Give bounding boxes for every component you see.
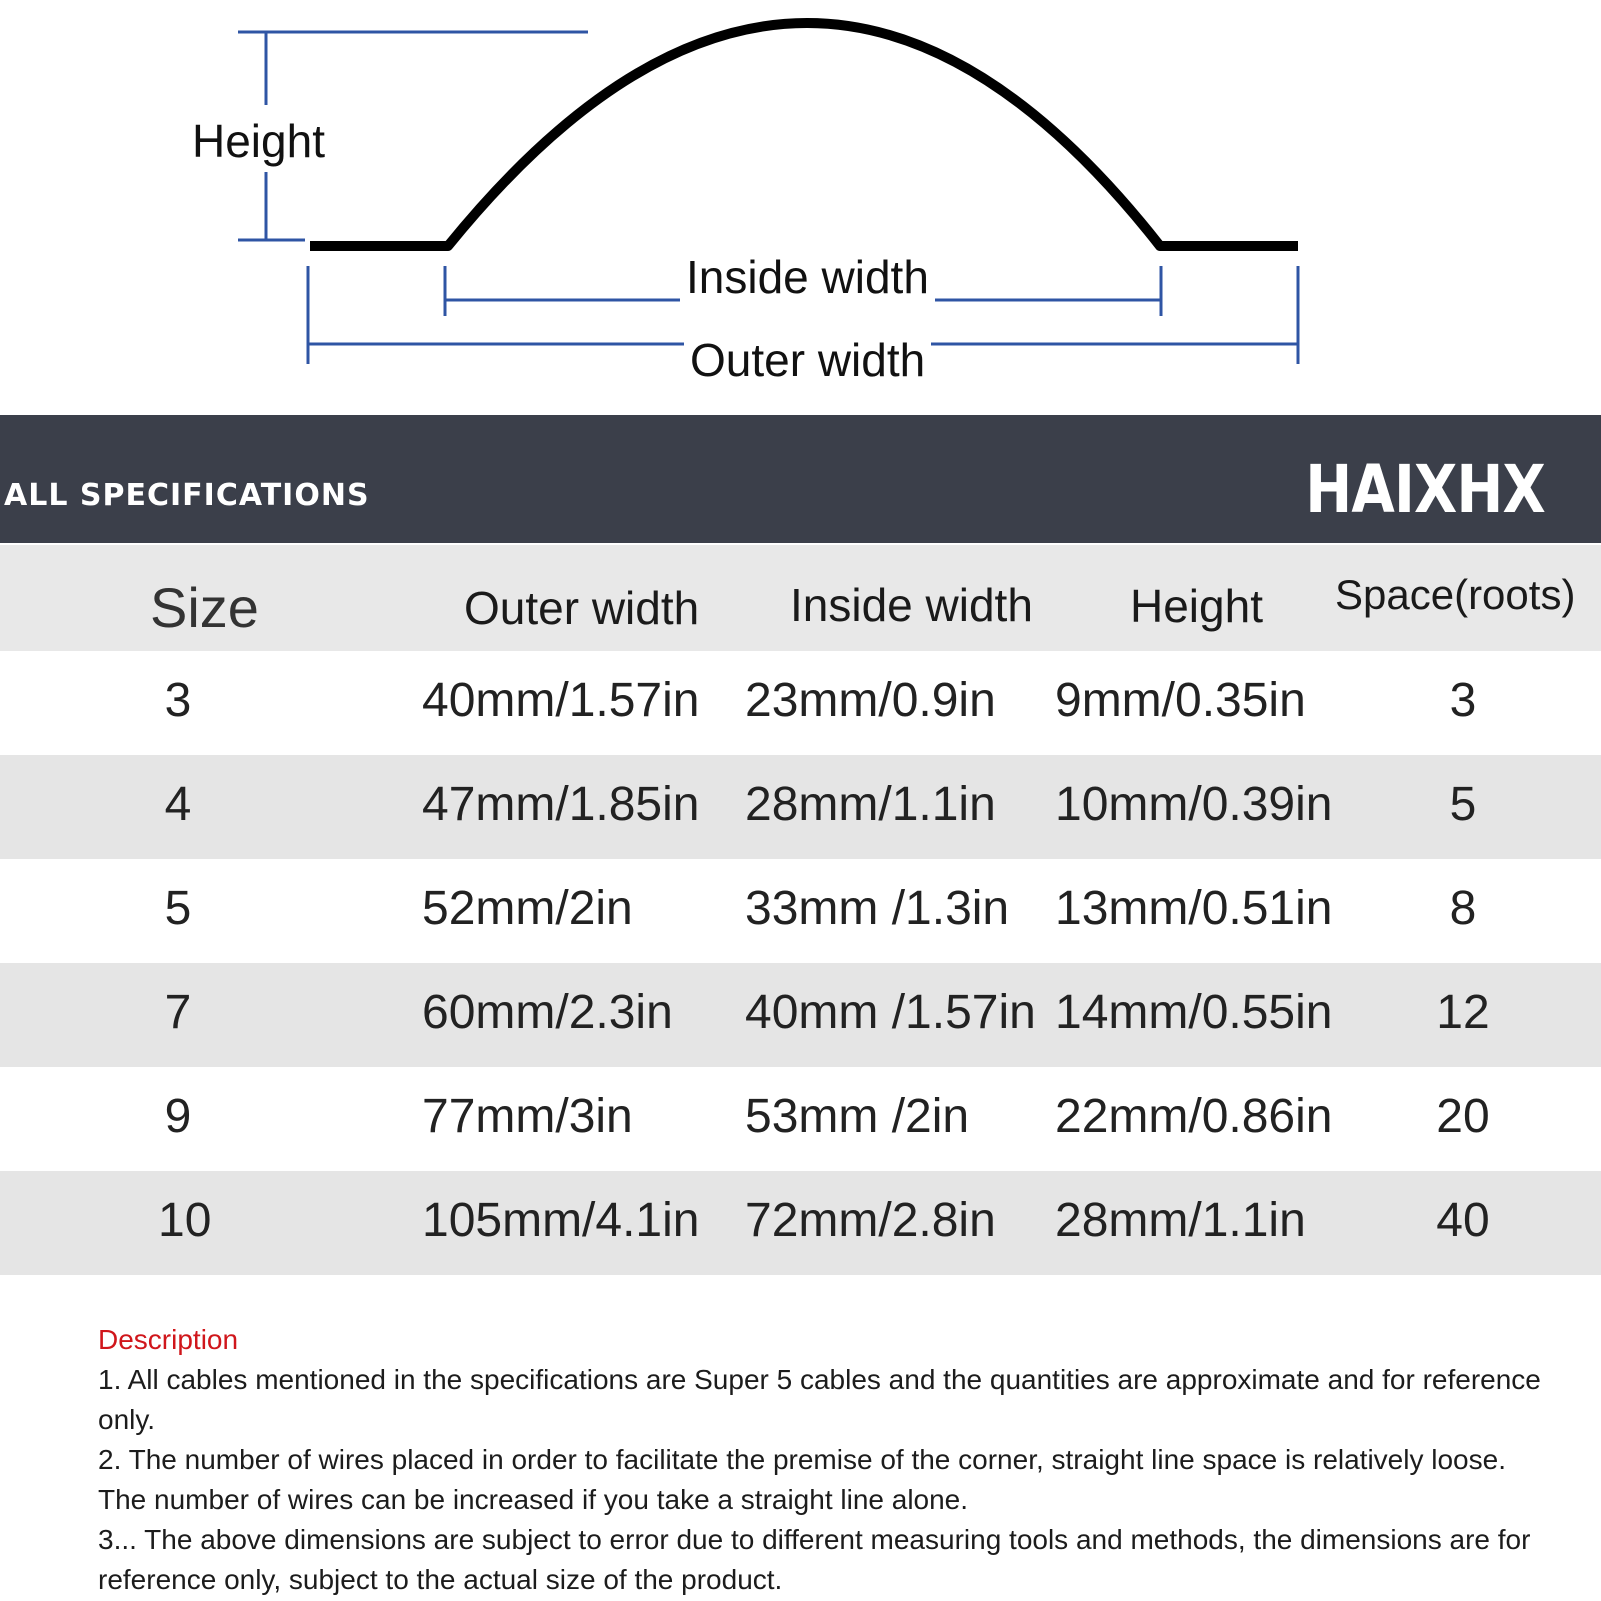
cell-space: 12 [1436,986,1490,1039]
table-row [0,755,1601,859]
cell-height: 28mm/1.1in [1055,1194,1306,1247]
cell-inside-width: 53mm /2in [745,1090,970,1143]
table-row [0,1171,1601,1275]
description-line: 3... The above dimensions are subject to error due to different measuring tools and methods, the dimensions are for reference only, subject to the actual size of the product. [98,1524,1531,1595]
table-row [0,859,1601,963]
cell-space: 5 [1449,778,1477,831]
cell-size: 3 [164,674,192,727]
cell-outer-width: 105mm/4.1in [422,1194,700,1247]
banner-title: ALL SPECIFICATIONS [4,478,370,513]
table-row [0,963,1601,1067]
cell-outer-width: 40mm/1.57in [422,674,700,727]
cell-inside-width: 40mm /1.57in [745,986,1036,1039]
header-height: Height [1130,580,1263,632]
height-label: Height [192,115,325,167]
description-line: 2. The number of wires placed in order to facilitate the premise of the corner, straight line space is relatively loose. The number of wires can be increased if you take a straight line alone. [98,1444,1506,1515]
table-header [0,545,1601,651]
cell-inside-width: 28mm/1.1in [745,778,996,831]
header-size: Size [150,576,259,639]
brand-logo: HAIXHX [1305,451,1545,528]
cell-space: 40 [1436,1194,1490,1247]
cell-inside-width: 23mm/0.9in [745,674,996,727]
cell-space: 8 [1449,882,1477,935]
cell-space: 3 [1449,674,1477,727]
specifications-table [0,545,1601,1275]
cell-outer-width: 60mm/2.3in [422,986,673,1039]
description-section [98,1320,1558,1600]
cell-inside-width: 72mm/2.8in [745,1194,996,1247]
cell-size: 4 [164,778,192,831]
cell-height: 14mm/0.55in [1055,986,1333,1039]
cell-outer-width: 52mm/2in [422,882,633,935]
specifications-banner [0,415,1601,543]
cell-size: 10 [158,1194,212,1247]
description-line: 1. All cables mentioned in the specifications are Super 5 cables and the quantities are approximate and for reference only. [98,1364,1541,1435]
cable-cover-profile [310,23,1298,246]
cell-size: 9 [164,1090,192,1143]
outer-width-label: Outer width [684,333,931,387]
header-space: Space(roots) [1335,571,1576,618]
cell-height: 22mm/0.86in [1055,1090,1333,1143]
table-row [0,1067,1601,1171]
table-row [0,651,1601,755]
description-title: Description [98,1324,239,1355]
cell-outer-width: 47mm/1.85in [422,778,700,831]
cell-height: 9mm/0.35in [1055,674,1306,727]
cell-inside-width: 33mm /1.3in [745,882,1010,935]
header-outer-width: Outer width [464,582,700,634]
cell-space: 20 [1436,1090,1490,1143]
header-inside-width: Inside width [790,579,1033,631]
cell-outer-width: 77mm/3in [422,1090,633,1143]
cable-cover-diagram [0,0,1601,415]
cell-height: 13mm/0.51in [1055,882,1333,935]
cell-size: 5 [164,882,192,935]
cell-size: 7 [164,986,192,1039]
cell-height: 10mm/0.39in [1055,778,1333,831]
inside-width-label: Inside width [680,250,935,304]
